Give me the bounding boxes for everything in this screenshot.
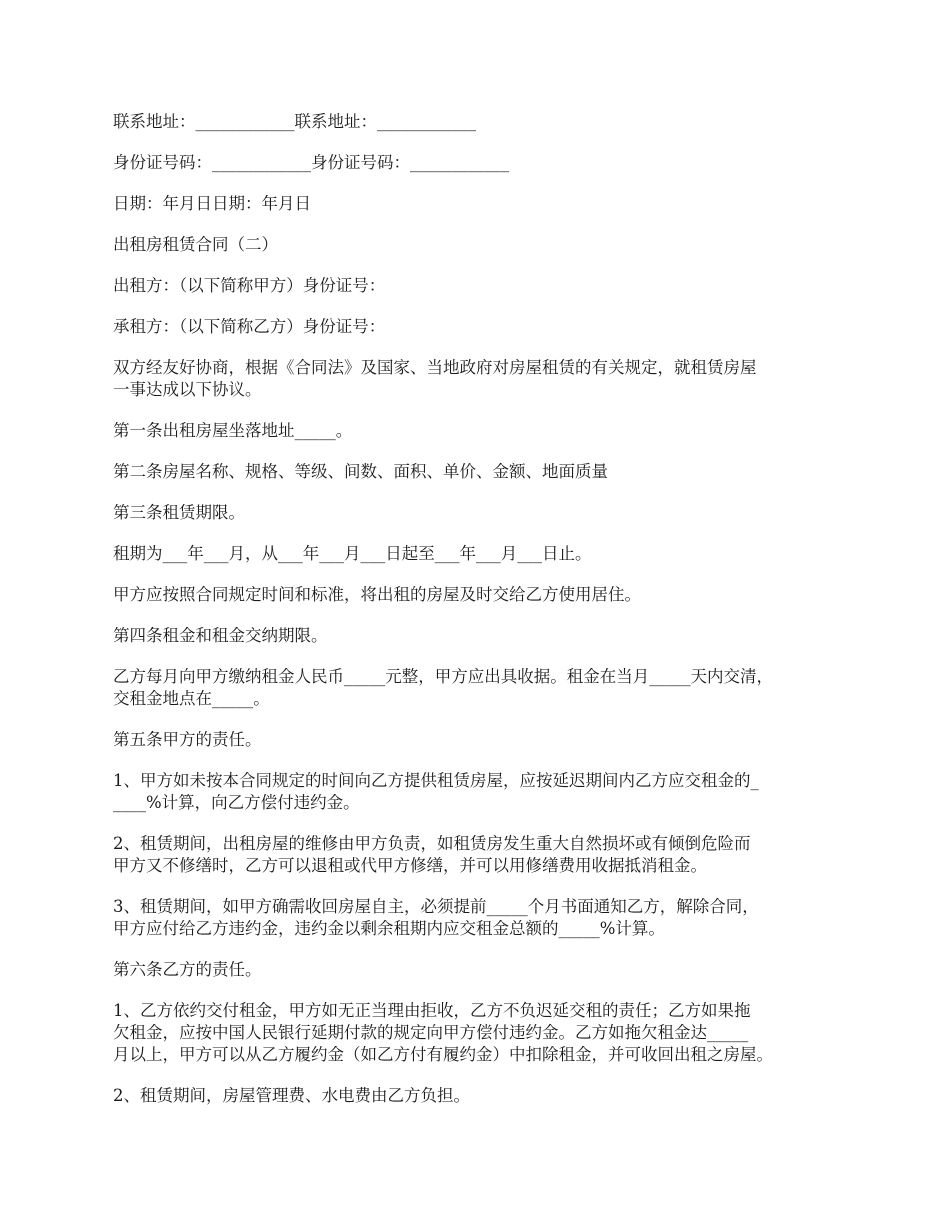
- paragraph-line: 出租房租赁合同（二）: [113, 235, 278, 254]
- paragraph-line: 第四条租金和租金交纳期限。: [113, 626, 328, 645]
- paragraph-line: 交租金地点在_____。: [113, 689, 270, 708]
- document-paragraph: [113, 959, 870, 981]
- paragraph-line: 甲方又不修缮时，乙方可以退租或代甲方修缮，并可以用修缮费用收据抵消租金。: [113, 856, 707, 875]
- paragraph-line: 承租方：（以下简称乙方）身份证号：: [113, 317, 386, 336]
- paragraph-line: 出租方：（以下简称甲方）身份证号：: [113, 276, 386, 295]
- document-paragraph: [113, 833, 870, 877]
- paragraph-line: 甲方应按照合同规定时间和标准，将出租的房屋及时交给乙方使用居住。: [113, 585, 641, 604]
- document-paragraph: [113, 357, 870, 401]
- document-paragraph: [113, 461, 870, 483]
- document-paragraph: [113, 896, 870, 940]
- paragraph-line: 身份证号码：____________身份证号码：____________: [113, 153, 509, 172]
- document-paragraph: [113, 584, 870, 606]
- paragraph-line: 3、租赁期间，如甲方确需收回房屋自主，必须提前_____个月书面通知乙方，解除合同，: [113, 897, 759, 916]
- document-paragraph: [113, 275, 870, 297]
- paragraph-line: 第二条房屋名称、规格、等级、间数、面积、单价、金额、地面质量: [113, 462, 608, 481]
- paragraph-line: 2、租赁期间，房屋管理费、水电费由乙方负担。: [113, 1086, 470, 1105]
- paragraph-line: 2、租赁期间，出租房屋的维修由甲方负责，如租赁房发生重大自然损坏或有倾倒危险而: [113, 834, 751, 853]
- document-paragraph: [113, 666, 870, 710]
- document-paragraph: [113, 770, 870, 814]
- paragraph-line: 月以上，甲方可以从乙方履约金（如乙方付有履约金）中扣除租金，并可收回出租之房屋。: [113, 1045, 773, 1064]
- document-paragraph: [113, 420, 870, 442]
- document-paragraph: [113, 111, 870, 133]
- paragraph-line: 1、乙方依约交付租金，甲方如无正当理由拒收，乙方不负迟延交租的责任；乙方如果拖: [113, 1001, 751, 1020]
- paragraph-line: 租期为___年___月，从___年___月___日起至___年___月___日止。: [113, 544, 592, 563]
- paragraph-line: 双方经友好协商，根据《合同法》及国家、当地政府对房屋租赁的有关规定，就租赁房屋: [113, 358, 757, 377]
- paragraph-line: 欠租金，应按中国人民银行延期付款的规定向甲方偿付违约金。乙方如拖欠租金达_____: [113, 1023, 749, 1042]
- paragraph-line: 1、甲方如未按本合同规定的时间向乙方提供租赁房屋，应按延迟期间内乙方应交租金的_: [113, 771, 759, 790]
- paragraph-line: 日期：年月日日期：年月日: [113, 194, 311, 213]
- paragraph-line: ____%计算，向乙方偿付违约金。: [113, 793, 360, 812]
- document-paragraph: [113, 316, 870, 338]
- paragraph-line: 联系地址：____________联系地址：____________: [113, 112, 476, 131]
- document-body: [113, 111, 870, 1107]
- document-paragraph: [113, 1085, 870, 1107]
- paragraph-line: 第五条甲方的责任。: [113, 730, 262, 749]
- paragraph-line: 甲方应付给乙方违约金，违约金以剩余租期内应交租金总额的_____%计算。: [113, 919, 665, 938]
- paragraph-line: 第一条出租房屋坐落地址_____。: [113, 421, 353, 440]
- document-paragraph: [113, 729, 870, 751]
- document-paragraph: [113, 234, 870, 256]
- document-paragraph: [113, 152, 870, 174]
- paragraph-line: 第六条乙方的责任。: [113, 960, 262, 979]
- document-paragraph: [113, 502, 870, 524]
- paragraph-line: 乙方每月向甲方缴纳租金人民币_____元整，甲方应出具收据。租金在当月_____天内交清，: [113, 667, 773, 686]
- document-paragraph: [113, 1000, 870, 1066]
- paragraph-line: 第三条租赁期限。: [113, 503, 245, 522]
- paragraph-line: 一事达成以下协议。: [113, 380, 262, 399]
- document-paragraph: [113, 193, 870, 215]
- document-paragraph: [113, 543, 870, 565]
- document-paragraph: [113, 625, 870, 647]
